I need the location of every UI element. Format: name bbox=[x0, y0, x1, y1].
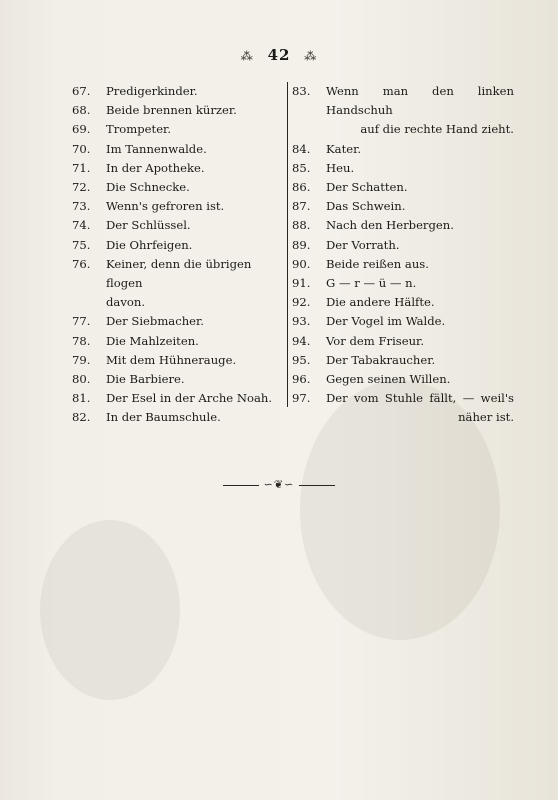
answer-entry bbox=[72, 408, 284, 427]
answer-entry bbox=[72, 159, 284, 178]
answer-text: Die Barbiere. bbox=[106, 372, 185, 387]
answer-entry bbox=[72, 178, 284, 197]
answer-number: 67. bbox=[72, 84, 91, 98]
answer-number: 94. bbox=[292, 333, 311, 348]
answer-number: 83. bbox=[292, 84, 311, 98]
answer-number: 97. bbox=[292, 391, 311, 406]
answer-text: Der vom Stuhle fällt, — weil's bbox=[326, 391, 514, 406]
answer-entry bbox=[292, 178, 514, 197]
answer-entry bbox=[72, 120, 284, 139]
column-divider bbox=[287, 82, 288, 407]
answer-text: Der Vorrath. bbox=[326, 237, 400, 252]
answer-number: 93. bbox=[292, 314, 311, 329]
answer-text: Nach den Herbergen. bbox=[326, 218, 454, 233]
answer-entry bbox=[292, 312, 514, 331]
answer-entry bbox=[292, 236, 514, 255]
answer-entry bbox=[72, 389, 284, 408]
answer-text: Im Tannenwalde. bbox=[106, 141, 207, 156]
answer-text: Wenn's gefroren ist. bbox=[106, 199, 225, 214]
answer-text: In der Baumschule. bbox=[106, 410, 221, 425]
answer-text-continued: davon. bbox=[106, 295, 146, 310]
ornament-rule-right bbox=[299, 485, 335, 486]
answer-continuation bbox=[72, 293, 284, 312]
answer-entry bbox=[72, 332, 284, 351]
right-answer-column bbox=[292, 82, 514, 428]
answer-text: Beide brennen kürzer. bbox=[106, 103, 237, 118]
answer-entry bbox=[292, 140, 514, 159]
answer-text: Kater. bbox=[326, 141, 362, 156]
answer-text: Der Siebmacher. bbox=[106, 314, 204, 329]
left-answer-column bbox=[72, 82, 284, 428]
answer-entry bbox=[292, 274, 514, 293]
indent-spacer bbox=[72, 293, 106, 312]
answer-entry bbox=[292, 82, 514, 120]
ornament-flourish: ∽❦∽ bbox=[263, 478, 295, 491]
answer-number: 90. bbox=[292, 256, 311, 271]
page-header bbox=[0, 46, 558, 64]
answer-text: Trompeter. bbox=[106, 122, 172, 137]
answer-number: 96. bbox=[292, 372, 311, 387]
answer-entry bbox=[292, 197, 514, 216]
paper-stain bbox=[40, 520, 180, 700]
answer-entry bbox=[72, 197, 284, 216]
answer-entry bbox=[292, 332, 514, 351]
answer-number: 73. bbox=[72, 199, 91, 214]
answer-entry bbox=[72, 140, 284, 159]
indent-spacer bbox=[292, 120, 326, 139]
ornament-rule-left bbox=[223, 485, 259, 486]
answer-entry bbox=[72, 101, 284, 120]
answer-entry bbox=[292, 216, 514, 235]
answer-text: Gegen seinen Willen. bbox=[326, 372, 451, 387]
answer-text: Heu. bbox=[326, 160, 355, 175]
answer-number: 69. bbox=[72, 122, 91, 137]
answer-text: Der Schlüssel. bbox=[106, 218, 191, 233]
answer-number: 76. bbox=[72, 256, 91, 271]
answer-number: 88. bbox=[292, 218, 311, 233]
answer-entry bbox=[292, 351, 514, 370]
answer-entry bbox=[292, 159, 514, 178]
answer-entry bbox=[292, 255, 514, 274]
answer-number: 71. bbox=[72, 160, 91, 175]
answer-text: Wenn man den linken Handschuh bbox=[326, 84, 514, 118]
answer-text: Das Schwein. bbox=[326, 199, 406, 214]
header-ornament-left: ⁂ bbox=[240, 49, 254, 63]
answer-text-continued: näher ist. bbox=[458, 410, 514, 425]
answer-entry bbox=[72, 351, 284, 370]
answer-number: 86. bbox=[292, 180, 311, 195]
answer-text: Der Esel in der Arche Noah. bbox=[106, 391, 273, 406]
answer-text: Predigerkinder. bbox=[106, 84, 198, 98]
indent-spacer bbox=[292, 408, 326, 427]
answer-entry bbox=[72, 82, 284, 101]
answer-number: 89. bbox=[292, 237, 311, 252]
answer-number: 84. bbox=[292, 141, 311, 156]
answer-number: 70. bbox=[72, 141, 91, 156]
answer-number: 75. bbox=[72, 237, 91, 252]
answer-entry bbox=[292, 293, 514, 312]
answer-number: 72. bbox=[72, 180, 91, 195]
answer-number: 80. bbox=[72, 372, 91, 387]
answer-entry bbox=[72, 255, 284, 293]
answer-text: Die Ohrfeigen. bbox=[106, 237, 193, 252]
answer-text: Die Schnecke. bbox=[106, 180, 190, 195]
answer-entry bbox=[72, 370, 284, 389]
answer-text: Der Schatten. bbox=[326, 180, 408, 195]
answer-continuation bbox=[292, 408, 514, 427]
answer-text: Der Vogel im Walde. bbox=[326, 314, 446, 329]
answer-entry bbox=[72, 216, 284, 235]
answer-text: In der Apotheke. bbox=[106, 160, 205, 175]
answer-entry bbox=[72, 312, 284, 331]
answer-number: 81. bbox=[72, 391, 91, 406]
answer-number: 78. bbox=[72, 333, 91, 348]
answer-text: Der Tabakraucher. bbox=[326, 352, 436, 367]
answer-text: G — r — ü — n. bbox=[326, 276, 417, 291]
answer-number: 77. bbox=[72, 314, 91, 329]
answer-text: Die Mahlzeiten. bbox=[106, 333, 199, 348]
answer-text: Die andere Hälfte. bbox=[326, 295, 435, 310]
answer-number: 91. bbox=[292, 276, 311, 291]
answer-number: 87. bbox=[292, 199, 311, 214]
answer-number: 85. bbox=[292, 160, 311, 175]
answer-text: Beide reißen aus. bbox=[326, 256, 429, 271]
answer-entry bbox=[292, 389, 514, 408]
answer-continuation bbox=[292, 120, 514, 139]
answer-text: Keiner, denn die übrigen flogen bbox=[106, 256, 252, 291]
answer-number: 79. bbox=[72, 352, 91, 367]
answer-text: Vor dem Friseur. bbox=[326, 333, 425, 348]
answer-number: 74. bbox=[72, 218, 91, 233]
answer-number: 68. bbox=[72, 103, 91, 118]
answer-number: 92. bbox=[292, 295, 311, 310]
answer-text-continued: auf die rechte Hand zieht. bbox=[360, 122, 514, 137]
footer-ornament bbox=[0, 478, 558, 491]
header-ornament-right: ⁂ bbox=[304, 49, 318, 63]
page-number: 42 bbox=[267, 46, 291, 64]
answer-text: Mit dem Hühnerauge. bbox=[106, 352, 237, 367]
answer-number: 82. bbox=[72, 410, 91, 425]
answer-entry bbox=[292, 370, 514, 389]
answer-entry bbox=[72, 236, 284, 255]
answer-number: 95. bbox=[292, 352, 311, 367]
